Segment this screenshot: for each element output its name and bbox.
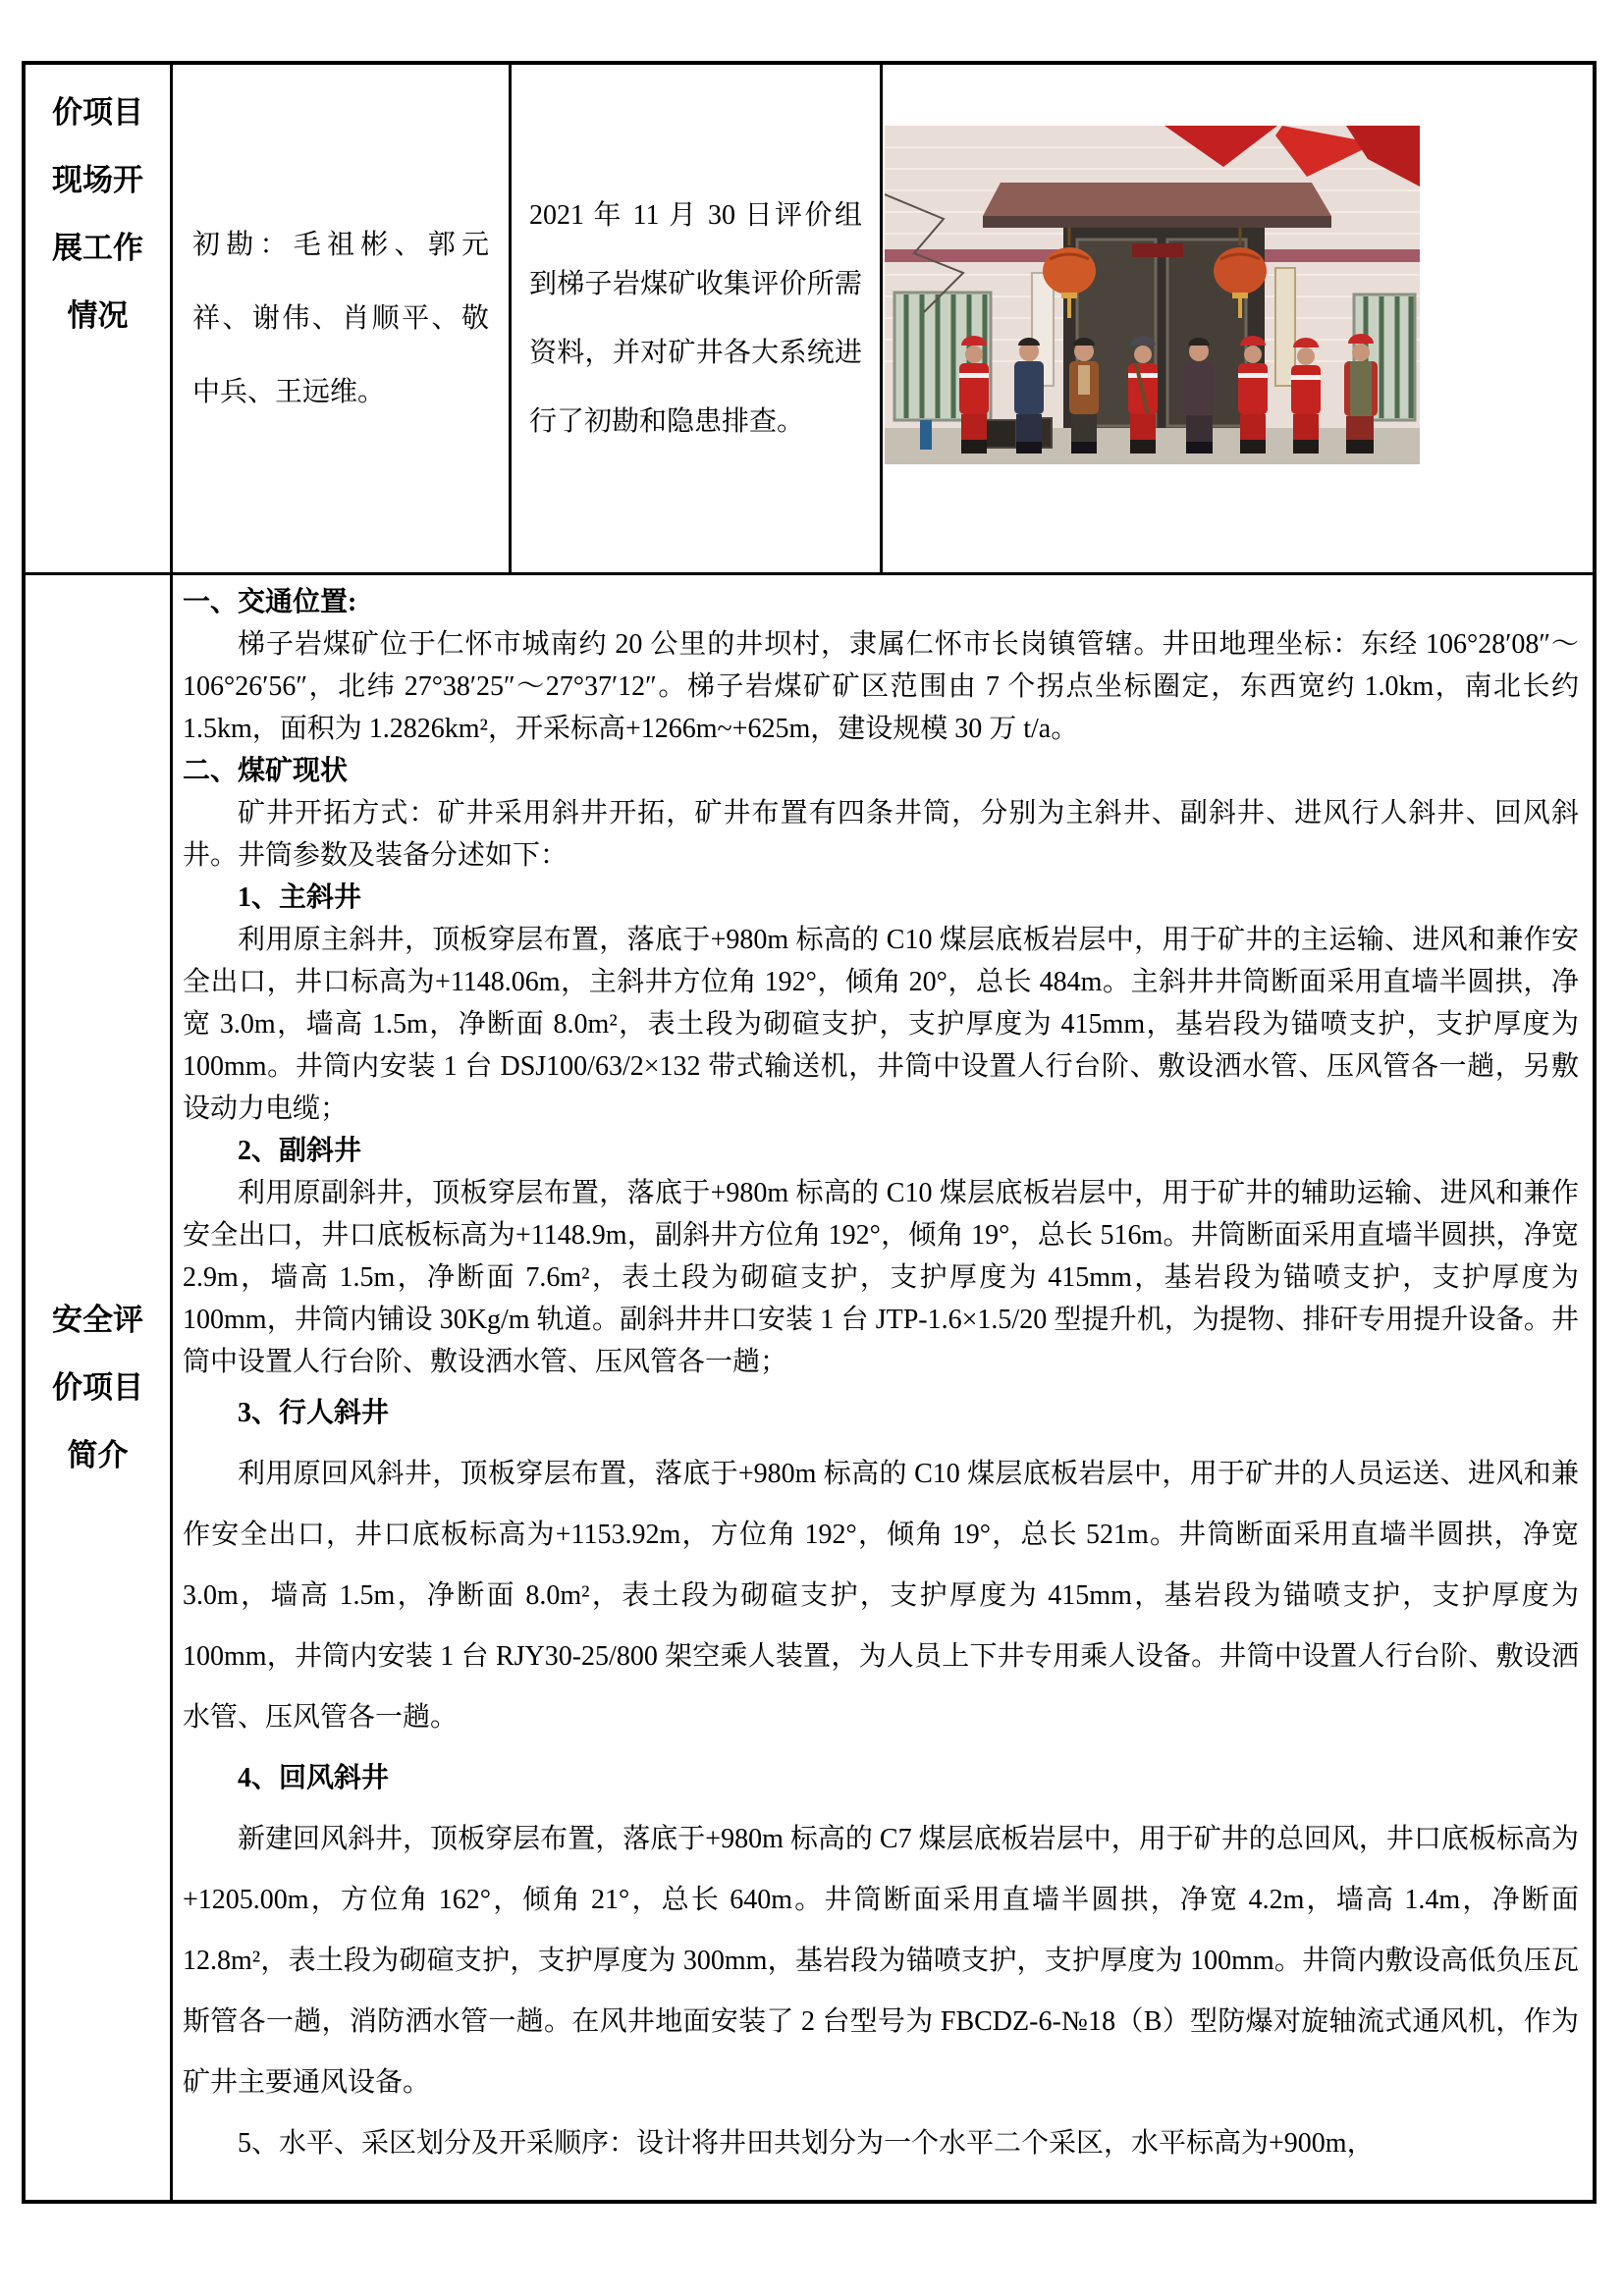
report-section xyxy=(183,581,1579,750)
visit-note-cell xyxy=(512,65,883,572)
row-label-line: 简介 xyxy=(67,1438,129,1472)
report-section xyxy=(183,1748,1579,2113)
entrance-awning xyxy=(983,183,1331,228)
section-heading: 1、主斜井 xyxy=(238,882,362,913)
section-heading: 一、交通位置: xyxy=(183,587,357,617)
row-label-fieldwork xyxy=(26,65,173,572)
row-label-line: 安全评 xyxy=(52,1303,143,1337)
section-paragraph: 新建回风斜井，顶板穿层布置，落底于+980m 标高的 C7 煤层底板岩层中，用于矿井的总回风，井口底板标高为+1205.00m，方位角 162°，倾角 21°，总长 640m。井筒断面采用直墙半圆拱，净宽 4.2m，墙高 1.4m，净断面 12.8m²，表土段为砌碹支护，支护厚度为 300mm，基岩段为锚喷支护，支护厚度为 100mm。井筒内敷设高低负压瓦斯管各一趟，消防洒水管一趟。在风井地面安装了 2 台型号为 FBCDZ-6-№18（B）型防爆对旋轴流式通风机，作为矿井主要通风设备。 xyxy=(183,1824,1579,2098)
section-paragraph: 矿井开拓方式：矿井采用斜井开拓，矿井布置有四条井筒，分别为主斜井、副斜井、进风行人斜井、回风斜井。井筒参数及装备分述如下： xyxy=(183,798,1579,871)
row-label-line: 价项目 xyxy=(52,95,143,130)
door-sign xyxy=(1132,243,1183,257)
section-heading: 二、煤矿现状 xyxy=(183,756,349,786)
report-section xyxy=(183,750,1579,877)
section-heading: 4、回风斜井 xyxy=(238,1763,390,1793)
section-paragraph: 利用原回风斜井，顶板穿层布置，落底于+980m 标高的 C10 煤层底板岩层中，用于矿井的人员运送、进风和兼作安全出口，井口底板标高为+1153.92m，方位角 192°，倾角 19°，总长 521m。井筒断面采用直墙半圆拱，净宽 3.0m，墙高 1.5m，净断面 8.0m²，表土段为砌碹支护，支护厚度为 415mm，基岩段为锚喷支护，支护厚度为 100mm，井筒内安装 1 台 RJY30-25/800 架空乘人装置，为人员上下井专用乘人设备。井筒中设置人行台阶、敷设洒水管、压风管各一趟。 xyxy=(183,1459,1579,1733)
section-paragraph: 5、水平、采区划分及开采顺序：设计将井田共划分为一个水平二个采区，水平标高为+900m， xyxy=(238,2128,1375,2159)
visit-note-text: 2021 年 11 月 30 日评价组到梯子岩煤矿收集评价所需资料，并对矿井各大系统进行了初勘和隐患排查。 xyxy=(529,199,862,437)
report-section xyxy=(183,2113,1579,2174)
table-row-fieldwork xyxy=(26,65,1593,575)
row-label-line: 情况 xyxy=(67,298,129,333)
row-label-line: 展工作 xyxy=(52,231,143,265)
report-sections xyxy=(183,581,1579,2174)
survey-team-cell xyxy=(173,65,512,572)
section-heading: 2、副斜井 xyxy=(238,1136,362,1166)
section-paragraph: 利用原副斜井，顶板穿层布置，落底于+980m 标高的 C10 煤层底板岩层中，用于矿井的辅助运输、进风和兼作安全出口，井口底板标高为+1148.9m，副斜井方位角 192°，倾角 19°，总长 516m。井筒断面采用直墙半圆拱，净宽 2.9m，墙高 1.5m，净断面 7.6m²，表土段为砌碹支护，支护厚度为 415mm，基岩段为锚喷支护，支护厚度为 100mm，井筒内铺设 30Kg/m 轨道。副斜井井口安装 1 台 JTP-1.6×1.5/20 型提升机，为提物、排矸专用提升设备。井筒中设置人行台阶、敷设洒水管、压风管各一趟； xyxy=(183,1178,1579,1377)
row-label-line: 现场开 xyxy=(52,163,143,197)
row-label-project-brief xyxy=(26,575,173,2200)
photo-cell xyxy=(883,65,1593,572)
survey-team-text: 初勘：毛祖彬、郭元祥、谢伟、肖顺平、敬中兵、王远维。 xyxy=(192,230,489,407)
report-table xyxy=(22,61,1597,2204)
project-brief-cell xyxy=(173,575,1593,2200)
report-section xyxy=(183,1130,1579,1383)
site-photo xyxy=(885,126,1420,464)
row-label-line: 价项目 xyxy=(52,1370,143,1405)
section-paragraph: 梯子岩煤矿位于仁怀市城南约 20 公里的井坝村，隶属仁怀市长岗镇管辖。井田地理坐标：东经 106°28′08″～106°26′56″，北纬 27°38′25″～27°37′12″。梯子岩煤矿矿区范围由 7 个拐点坐标圈定，东西宽约 1.0km，南北长约 1.5km，面积为 1.2826km²，开采标高+1266m~+625m，建设规模 30 万 t/a。 xyxy=(183,629,1579,744)
section-paragraph: 利用原主斜井，顶板穿层布置，落底于+980m 标高的 C10 煤层底板岩层中，用于矿井的主运输、进风和兼作安全出口，井口标高为+1148.06m，主斜井方位角 192°，倾角 20°，总长 484m。主斜井井筒断面采用直墙半圆拱，净宽 3.0m，墙高 1.5m，净断面 8.0m²，表土段为砌碹支护，支护厚度为 415mm，基岩段为锚喷支护，支护厚度为 100mm。井筒内安装 1 台 DSJ100/63/2×132 带式输送机，井筒中设置人行台阶、敷设洒水管、压风管各一趟，另敷设动力电缆； xyxy=(183,925,1579,1124)
report-section xyxy=(183,1383,1579,1748)
section-heading: 3、行人斜井 xyxy=(238,1398,390,1428)
table-row-project-brief xyxy=(26,575,1593,2200)
report-section xyxy=(183,877,1579,1130)
